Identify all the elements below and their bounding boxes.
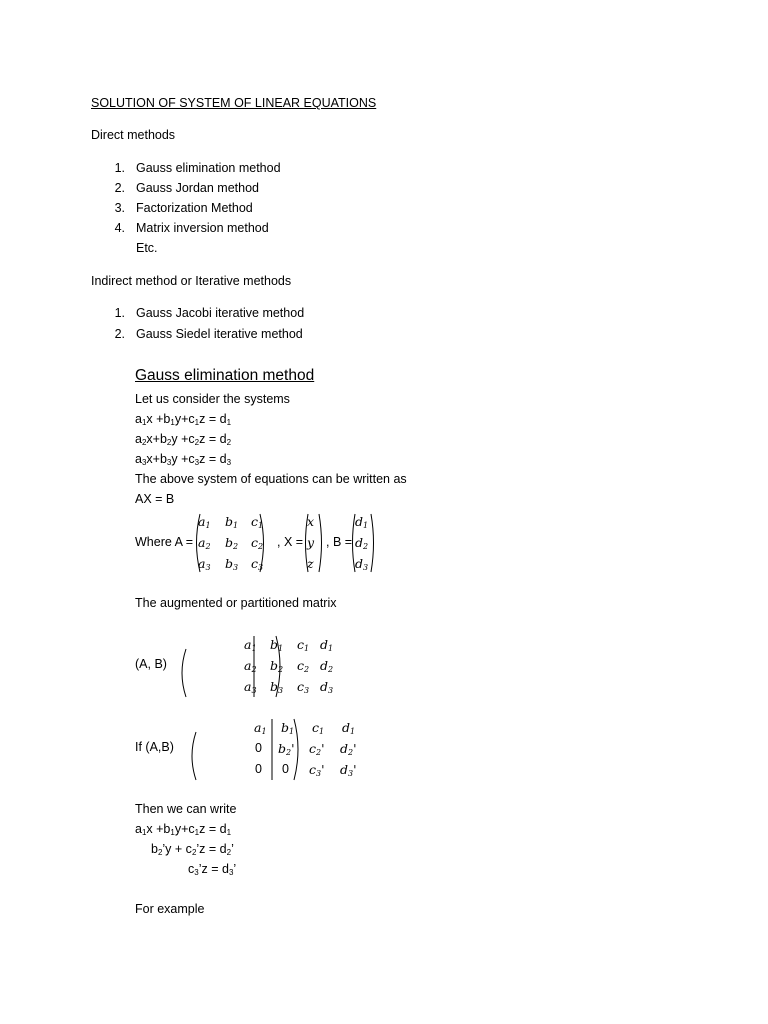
vector-cell: y [307,535,315,550]
then-text: Then we can write [135,802,237,816]
where-a-label: Where A = [135,535,194,549]
list-item: Gauss Jacobi iterative method [136,306,305,320]
matrix-cell: $d_3$ [320,679,334,695]
x-equals-label: , X = [277,535,304,549]
equation-1: $a_1x +b_1y+c_1z = d_1$ [135,412,232,427]
gauss-heading: Gauss elimination method [135,367,315,384]
list-number: 1. [114,306,125,320]
list-item: Gauss Siedel iterative method [136,327,303,341]
matrix-cell: $a_3$ [244,679,257,695]
matrix-cell: $a_1$ [198,514,211,530]
vector-cell: x [307,514,315,529]
matrix-cell: $c_2'$ [309,741,325,757]
list-number: 2. [114,181,125,195]
page-title: SOLUTION OF SYSTEM OF LINEAR EQUATIONS [91,96,377,110]
matrix-cell: $b_1$ [270,637,284,653]
equation-3: $a_3x+b_3y +c_3z = d_3$ [135,452,232,467]
matrix-cell: $d_1$ [342,720,356,736]
matrix-cell: $b_1$ [281,720,295,736]
matrix-cell: $c_3$ [251,556,264,572]
matrix-cell: $a_2$ [198,535,211,551]
if-ab-label: If (A,B) [135,740,174,754]
direct-methods-heading: Direct methods [91,128,176,142]
for-example-text: For example [135,902,205,916]
list-number: 3. [114,201,125,215]
matrix-cell: $d_2'$ [340,741,357,757]
matrix-cell: $d_2$ [320,658,334,674]
list-number: 2. [114,327,125,341]
matrix-cell: $b_3$ [270,679,284,695]
matrix-cell: 0 [282,762,289,776]
matrix-cell: $c_1$ [312,720,325,736]
matrix-cell: $b_2'$ [278,741,295,757]
matrix-cell: $a_1$ [254,720,267,736]
matrix-cell: $c_2$ [251,535,264,551]
matrix-cell: $a_3$ [198,556,211,572]
matrix-cell: 0 [255,741,262,755]
left-brace [186,731,198,781]
matrix-cell: 0 [255,762,262,776]
augmented-text: The augmented or partitioned matrix [135,596,337,610]
matrix-cell: $b_1$ [225,514,239,530]
matrix-cell: $c_3'$ [309,762,325,778]
equation-2: $a_2x+b_2y +c_2z = d_2$ [135,432,232,447]
back-sub-equation-2: $b_2’y$ + $c_2’z = d_2$’ [151,842,234,857]
matrix-cell: $b_2$ [225,535,239,551]
gauss-intro: Let us consider the systems [135,392,290,406]
vector-cell: z [307,556,314,571]
matrix-cell: $c_1$ [251,514,264,530]
matrix-cell: $b_3$ [225,556,239,572]
list-etc: Etc. [136,241,158,255]
vector-cell: $d_1$ [355,514,369,530]
indirect-methods-heading: Indirect method or Iterative methods [91,274,292,288]
matrix-cell: $a_2$ [244,658,257,674]
list-number: 4. [114,221,125,235]
ax-equals-b: AX = B [135,492,175,506]
back-sub-equation-1: $a_1x +b_1y+c_1z = d_1$ [135,822,232,837]
list-number: 1. [114,161,125,175]
matrix-cell: $c_2$ [297,658,310,674]
matrix-cell: $d_1$ [320,637,334,653]
vector-cell: $d_2$ [355,535,369,551]
matrix-cell: $a_1$ [244,637,257,653]
vector-cell: $d_3$ [355,556,369,572]
ab-label: (A, B) [135,657,167,671]
matrix-form-text: The above system of equations can be written as [135,472,407,486]
list-item: Factorization Method [136,201,253,215]
matrix-cell: $d_3'$ [340,762,357,778]
matrix-cell: $c_1$ [297,637,310,653]
back-sub-equation-3: $c_3’z = d_3$’ [188,862,237,877]
left-brace [176,648,188,698]
matrix-cell: $b_2$ [270,658,284,674]
list-item: Gauss Jordan method [136,181,259,195]
list-item: Matrix inversion method [136,221,269,235]
matrix-cell: $c_3$ [297,679,310,695]
list-item: Gauss elimination method [136,161,281,175]
b-equals-label: , B = [326,535,353,549]
